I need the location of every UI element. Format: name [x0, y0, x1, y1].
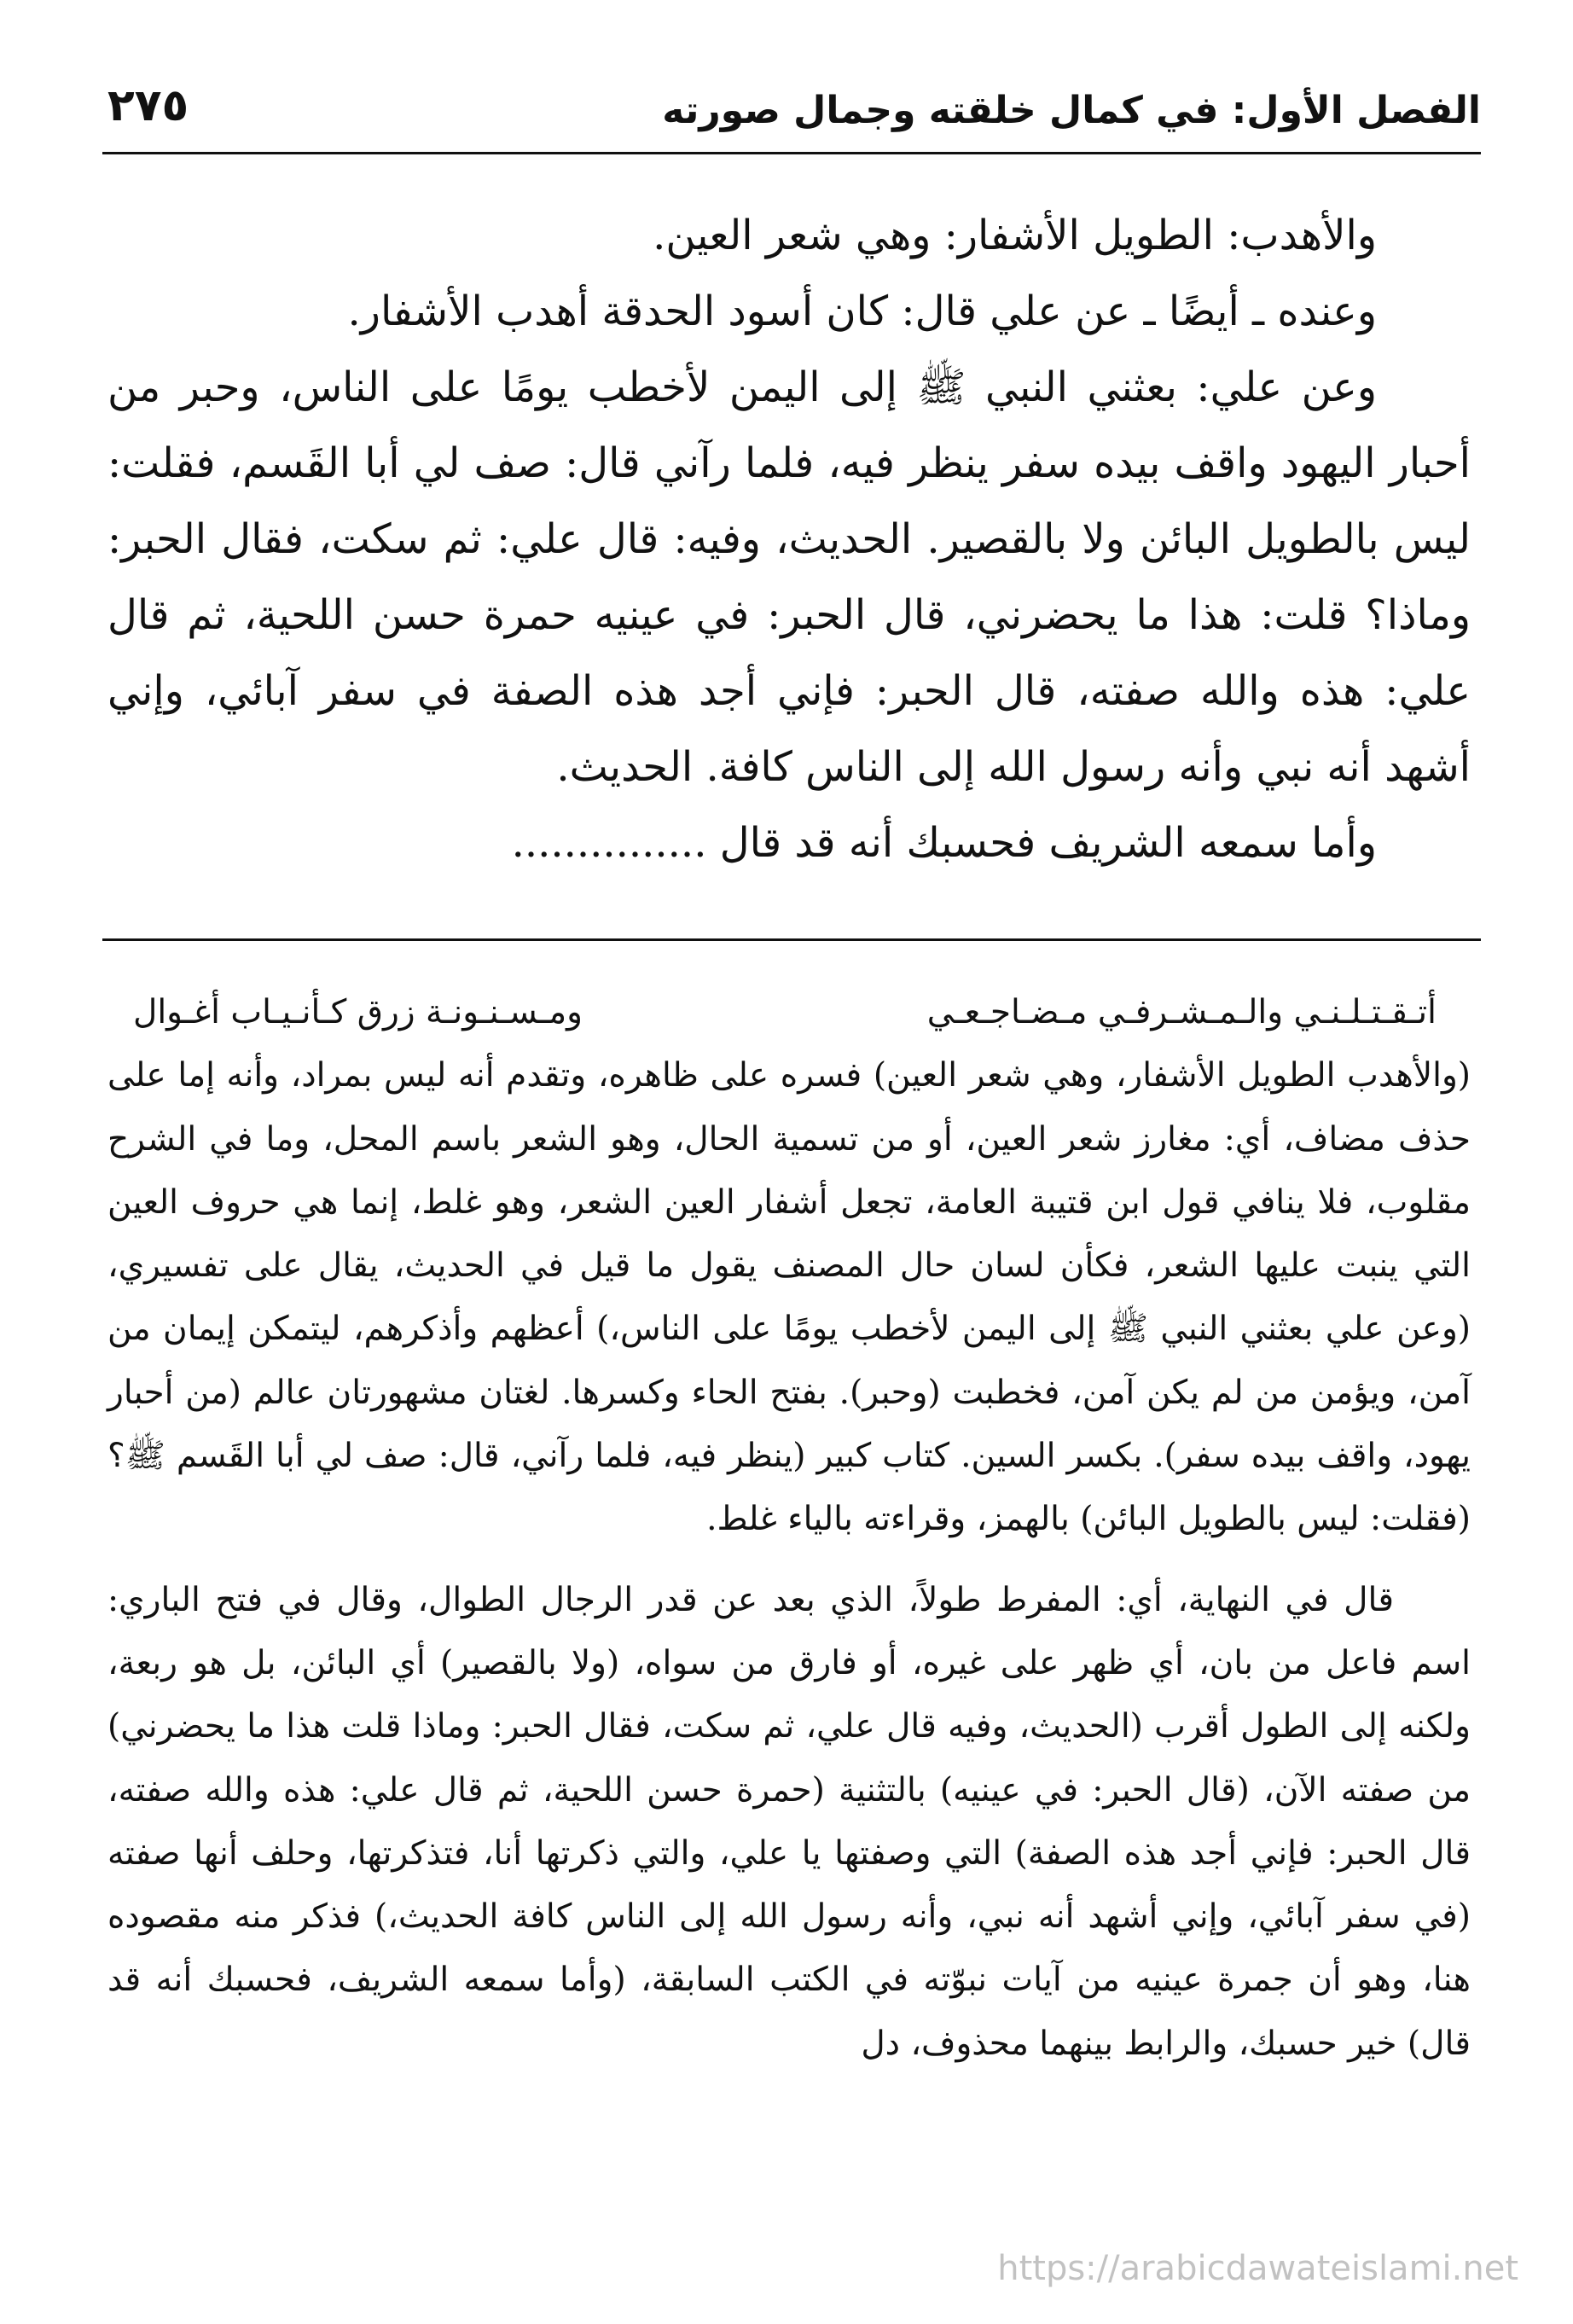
main-paragraph-text: وأما سمعه الشريف فحسبك أنه قد قال [719, 819, 1377, 867]
verse-second-hemistich: ومـسـنـونـة زرق كـأنـيـاب أغـوال [133, 993, 583, 1031]
commentary-paragraph: قال في النهاية، أي: المفرط طولاً، الذي بعد عن قدر الرجال الطوال، وقال في فتح الباري: اسم فاعل من بان، أي ظهر على غيره، أو فارق من سواه، (ولا بالقصير) أي البائن، بل هو ربعة، ولكنه إلى الطول أقرب (الحديث، وفيه قال علي، ثم سكت، فقال الحبر: وماذا قلت هذا ما يحضرني) من صفته الآن، (قال الحبر: في عينيه) بالتثنية (حمرة حسن اللحية، ثم قال علي: هذه والله صفته، قال الحبر: فإني أجد هذه الصفة) التي وصفتها يا علي، والتي ذكرتها أنا، فتذكرتها، وحلف أنها صفته (في سفر آبائي، وإني أشهد أنه نبي، وأنه رسول الله إلى الناس كافة الحديث،) فذكر منه مقصوده هنا، وهو أن جمرة عينيه من آيات نبوّته في الكتب السابقة، (وأما سمعه الشريف، فحسبك أنه قد قال) خير حسبك، والرابط بينهما محذوف، دل [107, 1580, 1471, 2063]
verse-first-hemistich: أتـقـتـلـنـي والـمـشـرفـي مـضـاجـعـي [926, 993, 1437, 1031]
commentary-paragraph: (والأهدب الطويل الأشفار، وهي شعر العين) فسره على ظاهره، وتقدم أنه ليس بمراد، وأنه إما على حذف مضاف، أي: مغارز شعر العين، أو من تسمية الحال، وهو الشعر باسم المحل، وما في الشرح مقلوب، فلا ينافي قول ابن قتيبة العامة، تجعل أشفار العين الشعر، وهو غلط، إنما هي حروف العين التي ينبت عليها الشعر، فكأن لسان حال المصنف يقول ما قيل في الحديث، يقال على تفسيري، (وعن علي بعثني النبي ﷺ إلى اليمن لأخطب يومًا على الناس،) أعظهم وأذكرهم، ليتمكن إيمان من آمن، ويؤمن من لم يكن آمن، فخطبت (وحبر). بفتح الحاء وكسرها. لغتان مشهورتان عالم (من أحبار يهود، واقف بيده سفر). بكسر السين. كتاب كبير (ينظر فيه، فلما رآني، قال: صف لي أبا القَسم ﷺ؟ (فقلت: ليس بالطويل البائن) بالهمز، وقراءته بالياء غلط. [107, 1056, 1471, 1539]
watermark-url: https://arabicdawateislami.net [997, 2249, 1518, 2288]
page-number: ٢٧٥ [107, 80, 189, 131]
main-paragraph: وعن علي: بعثني النبي ﷺ إلى اليمن لأخطب يومًا على الناس، وحبر من أحبار اليهود واقف بيده سفر ينظر فيه، فلما رآني قال: صف لي أبا القَسم، فقلت: ليس بالطويل البائن ولا بالقصير. الحديث، وفيه: قال علي: ثم سكت، فقال الحبر: وماذا؟ قلت: هذا ما يحضرني، قال الحبر: في عينيه حمرة حسن اللحية، ثم قال علي: هذه والله صفته، قال الحبر: فإني أجد هذه الصفة في سفر آبائي، وإني أشهد أنه نبي وأنه رسول الله إلى الناس كافة. الحديث. [107, 363, 1471, 791]
running-title: الفصل الأول: في كمال خلقته وجمال صورته [662, 89, 1481, 132]
commentary [107, 981, 1471, 2076]
main-paragraph: والأهدب: الطويل الأشفار: وهي شعر العين. [653, 212, 1377, 259]
header-rule [102, 152, 1481, 154]
continuation-dots: ............... [511, 819, 707, 867]
main-paragraph-continued [107, 805, 1471, 881]
commentary-separator-rule [102, 938, 1481, 941]
main-paragraph: وعنده ـ أيضًا ـ عن علي قال: كان أسود الحدقة أهدب الأشفار. [347, 288, 1377, 335]
main-text [107, 198, 1471, 881]
paragraph-gap [107, 1552, 1471, 1569]
poetry-verse [107, 981, 1471, 1044]
